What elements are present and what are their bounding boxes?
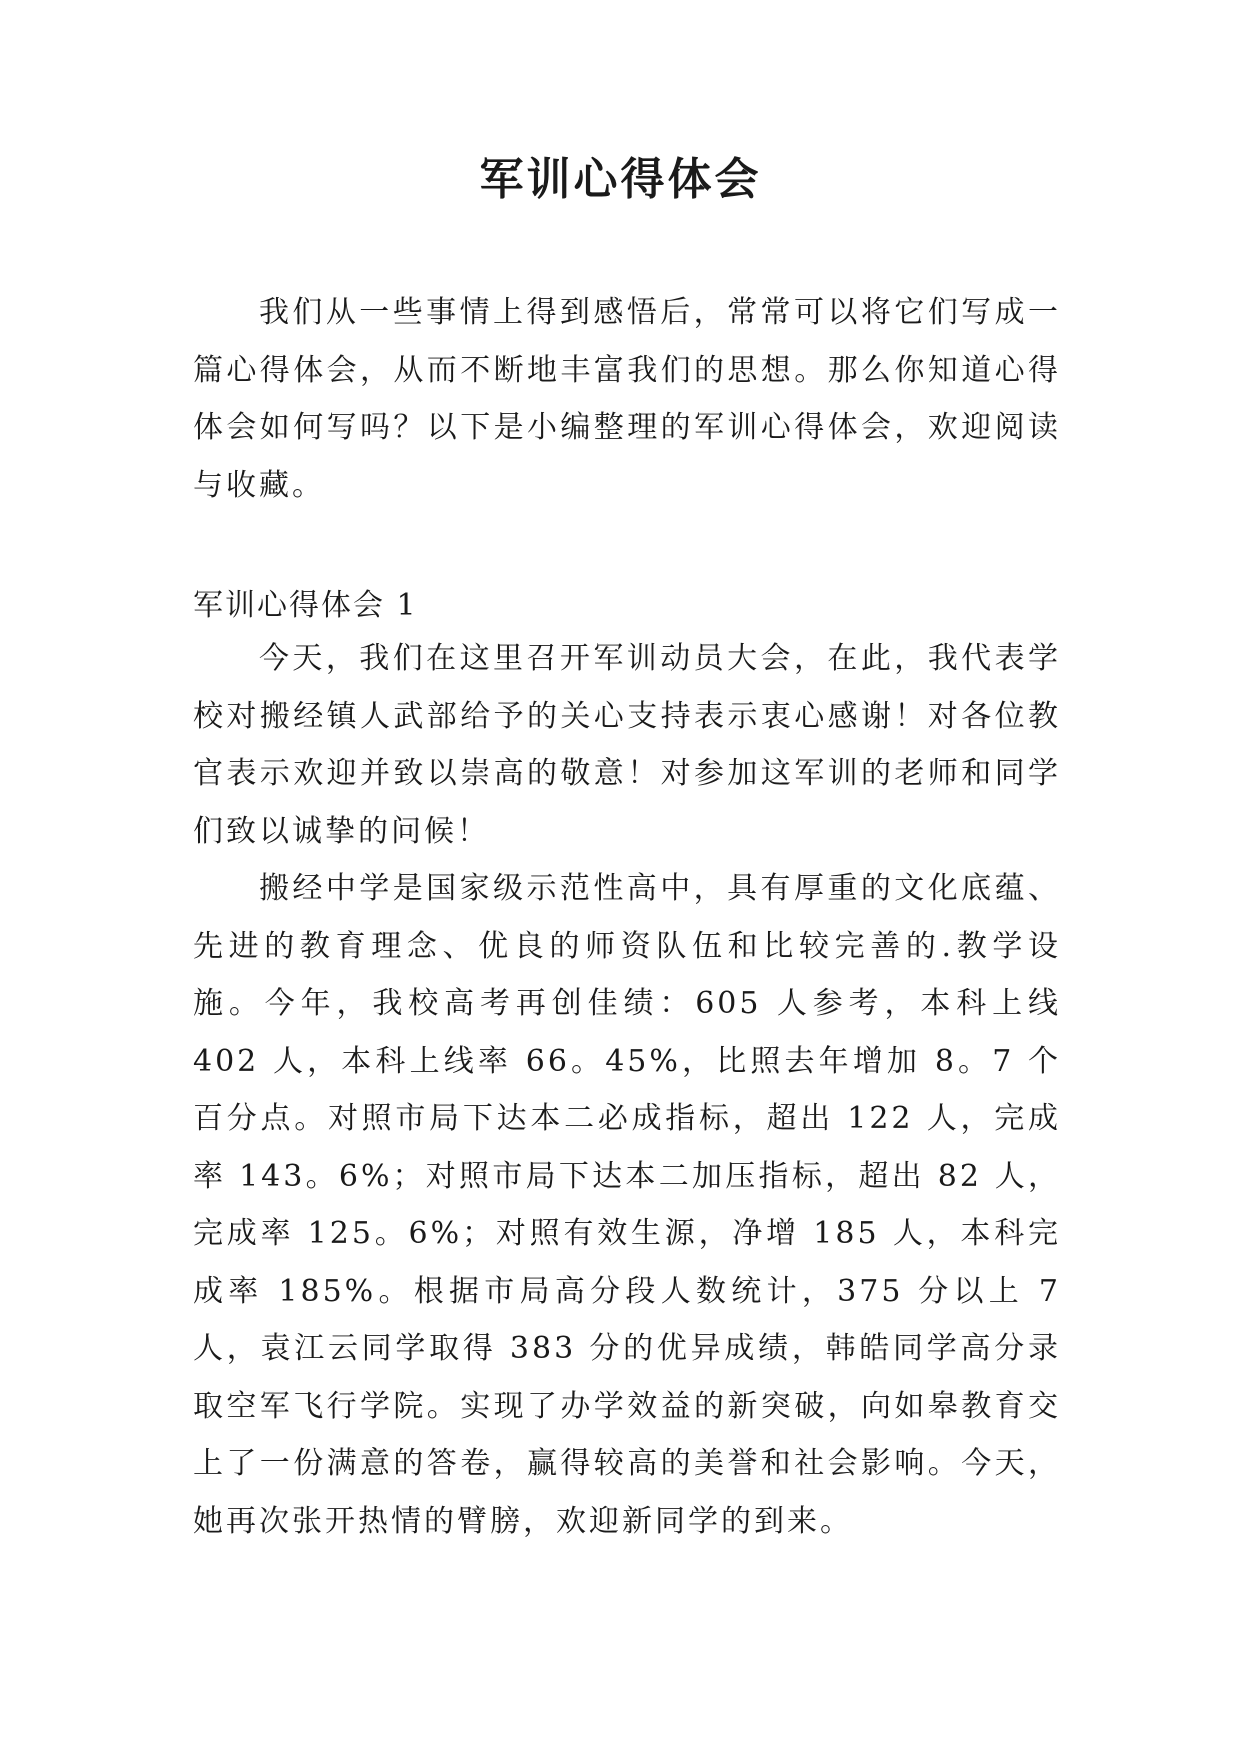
section-heading: 军训心得体会 1 <box>193 588 418 623</box>
body-paragraph-2: 搬经中学是国家级示范性高中，具有厚重的文化底蕴、先进的教育理念、优良的师资队伍和比较完善的.教学设施。今年，我校高考再创佳绩：605 人参考，本科上线 402 人，本科上线率 66。45%，比照去年增加 8。7 个百分点。对照市局下达本二必成指标，超出 122 人，完成率 143。6%；对照市局下达本二加压指标，超出 82 人，完成率 125。6%；对照有效生源，净增 185 人，本科完成率 185%。根据市局高分段人数统计，375 分以上 7 人，袁江云同学取得 383 分的优异成绩，韩皓同学高分录取空军飞行学院。实现了办学效益的新突破，向如皋教育交上了一份满意的答卷，赢得较高的美誉和社会影响。今天，她再次张开热情的臂膀，欢迎新同学的到来。 <box>193 871 1061 1539</box>
body-paragraph-1: 今天，我们在这里召开军训动员大会，在此，我代表学校对搬经镇人武部给予的关心支持表示衷心感谢！对各位教官表示欢迎并致以崇高的敬意！对参加这军训的老师和同学们致以诚挚的问候！ <box>193 641 1061 849</box>
document-title: 军训心得体会 <box>479 154 762 205</box>
intro-paragraph: 我们从一些事情上得到感悟后，常常可以将它们写成一篇心得体会，从而不断地丰富我们的思想。那么你知道心得体会如何写吗？以下是小编整理的军训心得体会，欢迎阅读与收藏。 <box>193 295 1061 503</box>
